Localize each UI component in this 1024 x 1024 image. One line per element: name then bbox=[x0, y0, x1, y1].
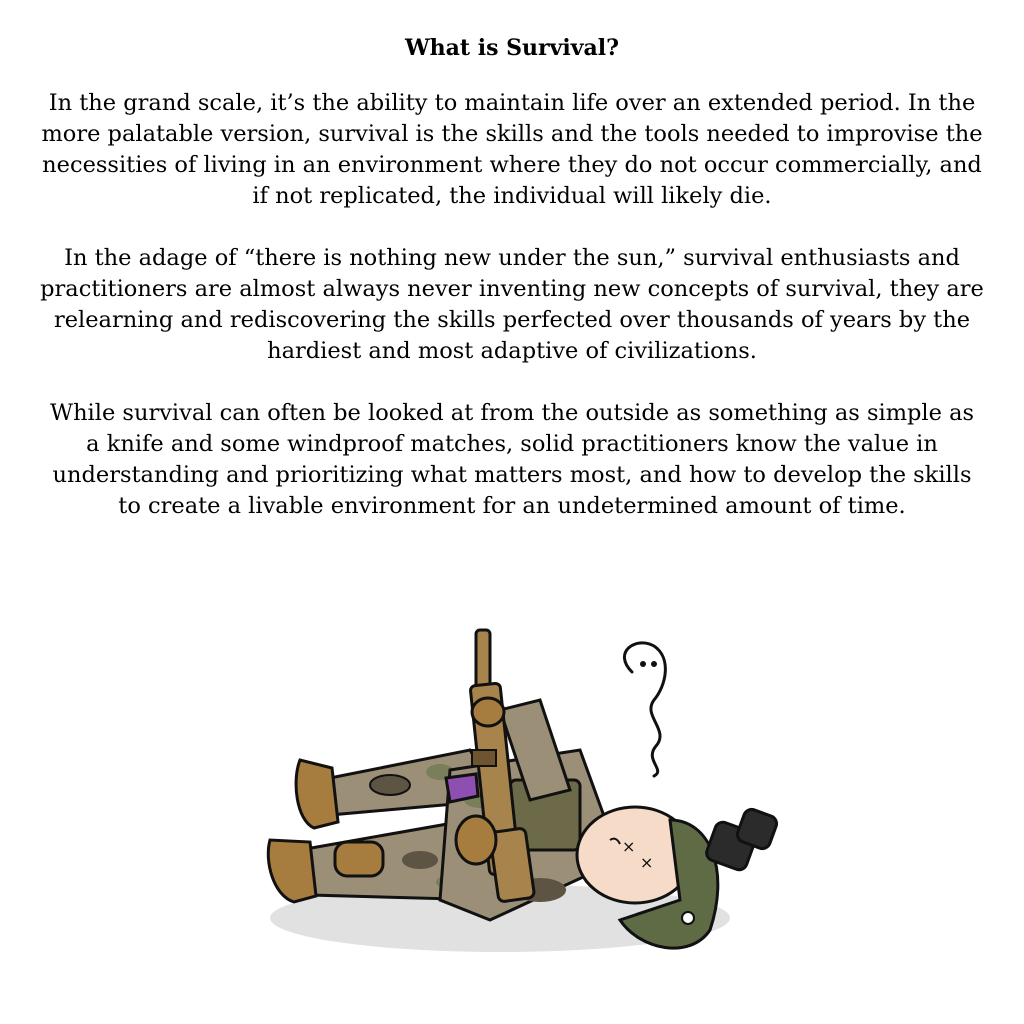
paragraph-definition: In the grand scale, it’s the ability to maintain life over an extended period. In the more palatable version, survival is the skills and the tools needed to improvise the necessities of living in an environment where they do not occur commercially, and if not replicated, the individual will likely die. bbox=[41, 90, 983, 209]
ghost-icon bbox=[624, 643, 665, 776]
glove-lower bbox=[456, 816, 496, 864]
paragraph-adage: In the adage of “there is nothing new under the sun,” survival enthusiasts and practitioners are almost always never inventing new concepts of survival, they are relearning and rediscovering the skills perfected over thousands of years by the hardiest and most adaptive of civilizations. bbox=[40, 245, 984, 364]
soldier-illustration bbox=[240, 600, 800, 1000]
nvg-icon bbox=[704, 807, 778, 872]
paragraph-practitioners: While survival can often be looked at from the outside as something as simple as a knife and some windproof matches, solid practitioners know the value in understanding and prioritizing what matters most, and how to develop the skills to create a livable environment for an undetermined amount of time. bbox=[49, 400, 975, 519]
upper-boot bbox=[296, 760, 338, 828]
svg-text:×: × bbox=[622, 837, 636, 856]
illustration bbox=[240, 600, 800, 1000]
lower-boot bbox=[268, 840, 316, 902]
svg-text:×: × bbox=[640, 853, 654, 872]
glove-upper bbox=[472, 698, 504, 726]
document-body bbox=[40, 30, 984, 553]
page-title: What is Survival? bbox=[404, 35, 620, 61]
